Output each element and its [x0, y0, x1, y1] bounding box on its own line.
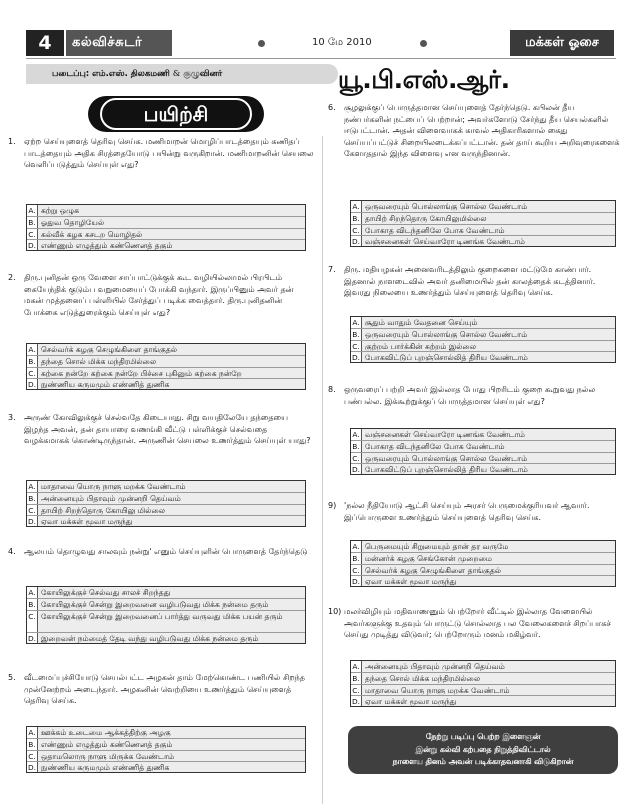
option-c[interactable] [27, 228, 305, 239]
option-letter: D. [27, 240, 37, 250]
credit-prefix: படைப்பு: எம்.எஸ். திலகமணி [52, 69, 170, 79]
option-c[interactable] [27, 750, 305, 761]
question-number: 1. [8, 137, 16, 146]
page-header [0, 0, 638, 58]
options-5 [26, 726, 306, 773]
option-text: போகாத விடந்தனிலே போக வேண்டாம் [365, 225, 505, 235]
option-text: ஊக்கம் உடைமை ஆக்கத்திற்கு அழகு [41, 728, 171, 737]
question-number: 9) [328, 501, 337, 510]
option-letter: B. [27, 599, 38, 609]
question-number: 3. [8, 413, 16, 422]
option-text: பெருமையும் சிறுமையும் தான் தர வருமே [365, 542, 509, 551]
question-5 [8, 672, 314, 707]
question-number: 7. [328, 265, 336, 274]
option-letter: C. [27, 229, 38, 239]
question-number: 8. [328, 385, 336, 394]
option-d[interactable] [27, 378, 305, 389]
issue-date: 10 மே 2010 [312, 37, 372, 48]
question-text: 'நல்ல நீதியோடு ஆட்சி செய்யும் அரசர் பெருமைக்குரியவர் ஆவார். இப்பொருளை உணர்த்தும் செய்யுளைத் தெரிவு செய்க. [344, 501, 590, 522]
exam-title: யூ.பி.எஸ்.ஆர். [338, 65, 510, 94]
option-c[interactable] [351, 684, 615, 695]
options-4 [26, 586, 306, 644]
option-text: செல்வர்க் கழகு செழுங்கிளை தாங்குதல் [41, 345, 178, 354]
option-text: மாதாவை யொரு நாளு மறக்க வேண்டாம் [365, 685, 510, 695]
option-text: எண்ணும் எழுத்தும் கண்ணெனத் தகும் [41, 740, 173, 750]
options-9 [350, 540, 616, 587]
option-letter: C. [27, 368, 38, 378]
quote-box [348, 726, 618, 774]
option-letter: D. [351, 696, 361, 706]
options-6 [350, 200, 616, 247]
section-title: கல்விச்சுடர் [66, 30, 172, 56]
question-text: ஏற்ற செய்யுளைத் தெரிவு செய்க. மணிமாறன் மொழிப்பாடத்தையும் கணிதப் பாடத்தையும் அதிக சிரத்தையோடு பயின்று வருகிறான். மணிமாறனின் செயலை வெளிப்படுத்தும் செய்யுள் எது? [24, 137, 314, 169]
options-1 [26, 204, 306, 251]
option-letter: B. [351, 553, 362, 563]
option-text: வஞ்சனைகள் செய்வாரோ டிணங்க வேண்டாம் [365, 236, 525, 246]
option-text: போகவிட்டுப் புறஞ்சொல்லித் திரிய வேண்டாம் [365, 464, 528, 474]
option-letter: C. [27, 611, 38, 632]
question-3 [8, 412, 314, 447]
option-text: ஏவா மக்கள் மூவா மருந்து [365, 696, 457, 706]
option-b[interactable] [27, 598, 305, 609]
question-number: 6. [328, 103, 336, 112]
option-d[interactable] [27, 761, 305, 772]
question-text: அருண் கோவிலுக்குச் செல்வதே கிடையாது. சிறு வயதிலேயே தந்தையை இழந்த அவன், தன் தாயாரை வணங்கி வீட்டு பள்ளிக்குச் செல்வதை வழக்கமாகக் கொண்டிருந்தான். அருணின் செயலை உணர்த்தும் செய்யுள் யாது? [24, 413, 311, 445]
quote-line-2: இன்று கல்வி கற்பதை நிறுத்திவிட்டால் [415, 744, 551, 754]
option-letter: B. [27, 356, 38, 366]
option-a[interactable] [27, 727, 305, 738]
question-text: வீடமைப்புச்சியோடு செயல்பட்ட அழகன் தாம் மேற்கொண்ட பணியில் சிறந்த முன்னேற்றம் அடைந்தார். அழகனின் வெற்றியை உணர்த்தும் செய்யுளைத் தெரிவு செய்க. [24, 673, 306, 705]
option-letter: B. [27, 739, 38, 749]
credit-ampersand: & [172, 69, 181, 79]
option-c[interactable] [27, 610, 305, 632]
credit-line [26, 64, 338, 84]
option-text: மாதாவை யொரு நாளு மறக்க வேண்டாம் [41, 482, 186, 491]
option-a[interactable] [351, 429, 615, 440]
option-text: ஓதுவ தொழியேல் [41, 218, 105, 228]
option-text: எண்ணும் எழுத்தும் கண்ணெனத் தகும் [41, 240, 173, 250]
question-text: சூழலுக்குப் பொருத்தமான செய்யுளைத் தேர்ந்தெடு. கபிலன் தீய நண்பர்களின் நட்பைப் பெற்றான்; அவர்களோடு சேர்ந்து தீய செயல்களில் ஈடுபட்டான். அதன் விளைவாகக் காவல் அதிகாரிகளால் கைது செய்யப்பட்டுச் சிறையிலடைக்கப்பட்டான். தன் தாய் கூறிய அறிவுரைகளைக் கேளாததால் இந்த விளைவு என வருந்தினான். [344, 103, 620, 158]
option-letter: B. [351, 673, 362, 683]
question-number: 4. [8, 547, 16, 556]
question-text: திரு.புனிதன் ஒரு வேளை சாப்பாட்டுக்குக் கூட வழியில்லாமல் பிரபிடம் கையேந்திக் குடும்ப வறுமையைப் போக்கி வந்தார். இருப்பினும் அவர் தன் மகன் முத்தனைப் பள்ளியில் சேர்த்துப் படிக்க வைத்தார். திரு.புனிதனின் போக்கை எடுத்துரைக்கும் செய்யுள் எது? [24, 273, 294, 317]
option-text: போகவிட்டுப் புறஞ்சொல்லித் திரிய வேண்டாம் [365, 352, 528, 362]
option-text: தாயிற் சிறந்தொரு கோயிலுமில்லை [365, 214, 487, 224]
option-letter: B. [27, 493, 38, 503]
option-text: தாயிற் சிறந்தொரு கோயிலு மில்லை [41, 505, 166, 515]
column-divider [322, 136, 323, 804]
option-letter: D. [351, 236, 361, 246]
option-b[interactable] [27, 216, 305, 227]
option-letter: A. [351, 429, 362, 440]
option-text: வஞ்சனைகள் செய்வாரோ டிணங்க வேண்டாம் [365, 430, 525, 439]
option-letter: D. [27, 516, 37, 526]
option-letter: D. [351, 352, 361, 362]
option-letter: A. [351, 541, 362, 552]
option-c[interactable] [351, 224, 615, 235]
option-letter: C. [351, 453, 362, 463]
newspaper-name: மக்கள் ஓசை [510, 30, 614, 56]
option-text: செல்வர்க் கழகு செழுங்கிளை தாங்குதல் [365, 565, 502, 575]
credit-suffix: குழுவினர் [183, 69, 223, 79]
option-letter: C. [27, 751, 38, 761]
option-letter: A. [27, 481, 38, 492]
option-text: குற்றம் பார்க்கின் சுற்றம் இல்லை [365, 341, 477, 351]
option-a[interactable] [27, 481, 305, 492]
option-letter: D. [351, 464, 361, 474]
option-text: போகாத விடந்தனிலே போக வேண்டாம் [365, 442, 505, 452]
option-letter: A. [351, 661, 362, 672]
question-2 [8, 272, 314, 318]
options-8 [350, 428, 616, 475]
question-number: 2. [8, 273, 16, 282]
option-d[interactable] [27, 515, 305, 526]
option-a[interactable] [27, 205, 305, 216]
option-d[interactable] [351, 235, 615, 246]
option-a[interactable] [351, 201, 615, 212]
option-b[interactable] [351, 212, 615, 223]
question-9 [328, 500, 622, 523]
option-text: மன்னர்க் கழகு செங்கோன் முறைமை [365, 554, 493, 564]
badge-title: பயிற்சி [100, 98, 252, 130]
option-text: ஏவா மக்கள் மூவா மருந்து [41, 516, 133, 526]
quote-line-1: நேற்று படிப்பு பெற்ற இளைஞன் [425, 732, 541, 741]
option-c[interactable] [351, 340, 615, 351]
option-letter: C. [351, 225, 362, 235]
option-text: ஒருவரையும் பொல்லாங்கு சொல்ல வேண்டாம் [365, 330, 528, 340]
option-text: இறைவன் நம்மைத் தேடி வந்து வழிபடுவது மிக்க நன்மை தரும் [41, 633, 259, 643]
option-text: தந்தை சொல் மிக்க மந்திரமில்லை [365, 674, 481, 684]
question-text: ஒருவரைப் பற்றி அவர் இல்லாத போது பிறரிடம் குறை கூறுவது நல்ல பண்பல்ல. இக்கூற்றுக்குப் பொருத்தமான செய்யுள் எது? [344, 385, 596, 406]
option-text: அன்னையும் பிதாவும் முன்னறி தெய்வம் [365, 662, 505, 671]
option-b[interactable] [27, 355, 305, 366]
options-2 [26, 343, 306, 390]
question-number: 10) [328, 607, 342, 616]
header-dot-left [258, 40, 265, 47]
options-7 [350, 316, 616, 363]
option-letter: C. [27, 505, 38, 515]
question-number: 5. [8, 673, 16, 682]
option-letter: A. [27, 727, 38, 738]
option-text: நுண்ணிய கருமமும் எண்ணித் துணிக [41, 762, 170, 772]
question-1 [8, 136, 314, 171]
header-dot-right [420, 40, 427, 47]
option-a[interactable] [351, 541, 615, 552]
options-3 [26, 480, 306, 527]
option-d[interactable] [351, 695, 615, 706]
option-d[interactable] [351, 463, 615, 474]
option-d[interactable] [27, 632, 305, 643]
option-a[interactable] [27, 344, 305, 355]
option-text: தந்தை சொல் மிக்க மந்திரமில்லை [41, 357, 157, 367]
question-8 [328, 384, 622, 407]
option-text: கோயிலுக்குச் சென்று இறைவனைப் பார்த்து வருவது மிக்க பயன் தரும் [41, 611, 283, 621]
question-4 [8, 546, 314, 558]
option-b[interactable] [27, 492, 305, 503]
option-d[interactable] [351, 351, 615, 362]
option-text: சூதும் வாதும் வேதனை செய்யும் [365, 318, 478, 327]
option-letter: D. [27, 633, 37, 643]
option-letter: C. [351, 565, 362, 575]
option-text: ஒருவரையும் பொல்லாங்கு சொல்ல வேண்டாம் [365, 453, 528, 463]
option-text: ஏவா மக்கள் மூவா மருந்து [365, 576, 457, 586]
option-letter: A. [351, 317, 362, 328]
option-c[interactable] [27, 504, 305, 515]
header-rule [26, 58, 616, 59]
option-b[interactable] [351, 440, 615, 451]
option-b[interactable] [27, 738, 305, 749]
option-c[interactable] [351, 452, 615, 463]
option-d[interactable] [27, 239, 305, 250]
option-text: அன்னையும் பிதாவும் முன்னறி தெய்வம் [41, 494, 181, 504]
option-c[interactable] [351, 564, 615, 575]
option-letter: C. [351, 341, 362, 351]
option-letter: D. [27, 762, 37, 772]
option-c[interactable] [27, 367, 305, 378]
question-7 [328, 264, 622, 299]
option-text: கோயிலுக்குச் செல்வது சாலச் சிறந்தது [41, 588, 171, 597]
question-text: திரு. மதியழகன் அனைவரிடத்திலும் குறைகளை மட்டுமே காண்பார். இதனால் நாளடைவில் அவர் தனிமையில் தன் காலத்தைக் கடத்தினார். இவரது நிலையை உணர்த்தும் செய்யுளைத் தெரிவு செய்க. [344, 265, 596, 297]
option-letter: C. [351, 685, 362, 695]
option-b[interactable] [351, 552, 615, 563]
quote-line-3: நாளைய தினம் அவன் படிக்காதவனாகி விடுகிறான் [392, 757, 574, 766]
option-text: கோயிலுக்குச் சென்று இறைவனை வழிபடுவது மிக்க நன்மை தரும் [41, 600, 269, 610]
option-text: கற்று ஒழுக [41, 206, 80, 215]
option-letter: B. [351, 213, 362, 223]
option-letter: A. [27, 205, 38, 216]
option-a[interactable] [351, 661, 615, 672]
option-letter: D. [351, 576, 361, 586]
option-letter: B. [27, 217, 38, 227]
option-letter: B. [351, 441, 362, 451]
option-letter: A. [351, 201, 362, 212]
options-10 [350, 660, 616, 707]
option-letter: D. [27, 379, 37, 389]
option-b[interactable] [351, 672, 615, 683]
option-letter: B. [351, 329, 362, 339]
option-a[interactable] [351, 317, 615, 328]
option-text: ஒதாமலொரு நாளு மிருக்க வேண்டாம் [41, 751, 175, 761]
option-b[interactable] [351, 328, 615, 339]
option-text: நுண்ணிய கருமமும் எண்ணித் துணிக [41, 379, 170, 389]
option-letter: A. [27, 344, 38, 355]
question-text: ஆலயம் தொழுவது சாலவும் நன்று' எனும் செய்யுளின் பொருளைத் தேர்ந்தெடு [24, 547, 308, 556]
option-text: கற்கை நன்றே கற்கை நன்றே பிச்சை புகினும் கற்கை நன்றே [41, 368, 242, 378]
option-text: கல்வீக் கழக கசடற மொழிதல் [41, 229, 143, 239]
question-10 [328, 606, 622, 641]
option-letter: A. [27, 587, 38, 598]
question-6 [328, 102, 622, 160]
page-number: 4 [26, 30, 64, 56]
option-text: ஒருவரையும் பொல்லாங்கு சொல்ல வேண்டாம் [365, 202, 528, 211]
question-text: மலர்விழியும் மதிவாணனும் பெற்றோர் வீட்டில் இல்லாத வேளையில் அவர்களுக்கு உதவும் பொருட்டு சொல்லாத பல வேலைகளைச் சிறப்பாகச் செய்து முடித்து விடுவர்; பெற்றோரும் மனம் மகிழ்வர். [344, 607, 611, 639]
option-d[interactable] [351, 575, 615, 586]
option-a[interactable] [27, 587, 305, 598]
